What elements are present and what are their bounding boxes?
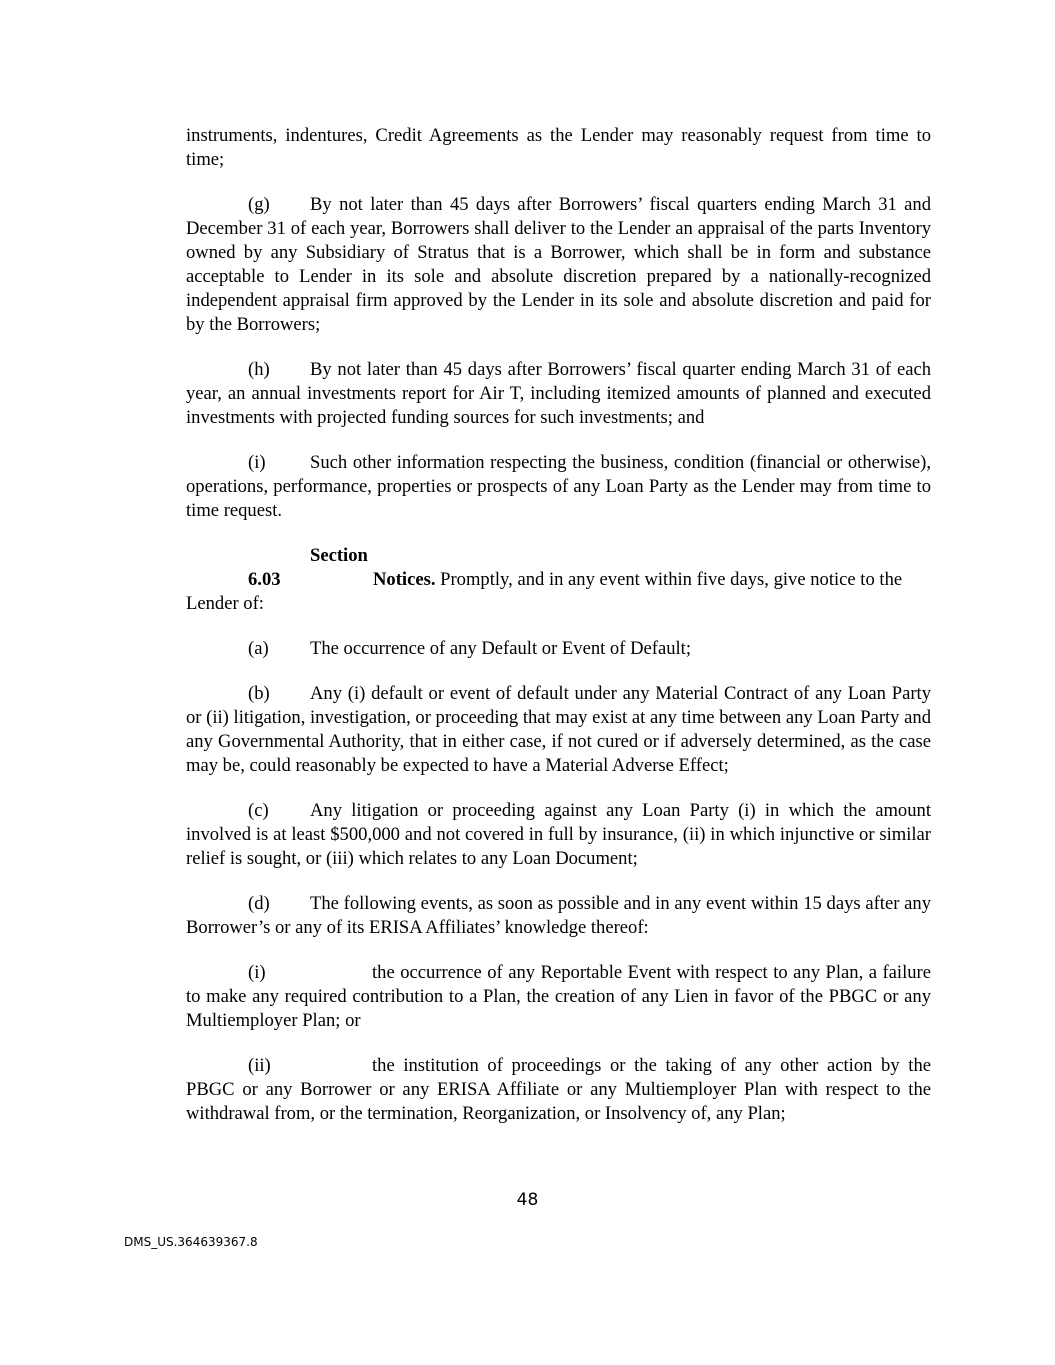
paragraph-marker: (ii)	[248, 1055, 271, 1076]
paragraph-marker: (i)	[248, 962, 266, 983]
notice-d-i	[186, 961, 931, 1033]
notice-d-ii	[186, 1054, 931, 1126]
paragraph-text: By not later than 45 days after Borrowers’ fiscal quarters ending March 31 and December 31 of each year, Borrowers shall deliver to the Lender an appraisal of the parts Inventory owned by any Subsidiary of Stratus that is a Borrower, which shall be in form and substance acceptable to Lender in its sole and absolute discretion prepared by a nationally-recognized independent appraisal firm approved by the Lender in its sole and absolute discretion and paid for by the Borrowers;	[186, 194, 931, 335]
document-body	[186, 124, 931, 1147]
paragraph-continuation	[186, 124, 931, 172]
section-text: Promptly, and in any event within five days, give notice to the Lender of:	[186, 569, 903, 614]
paragraph-text: Any (i) default or event of default under any Material Contract of any Loan Party or (ii) litigation, investigation, or proceeding that may exist at any time between any Loan Party and any Governmental Authority, that in either case, if not cured or if adversely determined, as the case may be, could reasonably be expected to have a Material Adverse Effect;	[186, 683, 931, 776]
page-number: 48	[516, 1190, 539, 1210]
paragraph-text: The occurrence of any Default or Event of Default;	[310, 638, 691, 659]
notice-d	[186, 892, 931, 940]
paragraph-marker: (c)	[248, 800, 269, 821]
paragraph-marker: (b)	[248, 683, 270, 704]
paragraph-text: the occurrence of any Reportable Event with respect to any Plan, a failure to make any required contribution to a Plan, the creation of any Lien in favor of the PBGC or any Multiemployer Plan; or	[186, 962, 931, 1031]
paragraph-i	[186, 451, 931, 523]
notice-c	[186, 799, 931, 871]
paragraph-marker: (g)	[248, 194, 270, 215]
paragraph-text: Such other information respecting the business, condition (financial or otherwise), operations, performance, properties or prospects of any Loan Party as the Lender may from time to time request.	[186, 452, 931, 521]
paragraph-marker: (a)	[248, 638, 269, 659]
paragraph-text: instruments, indentures, Credit Agreements as the Lender may reasonably request from time to time;	[186, 125, 931, 170]
notice-b	[186, 682, 931, 778]
document-id: DMS_US.364639367.8	[124, 1235, 258, 1249]
section-title: Notices.	[373, 569, 436, 590]
paragraph-text: the institution of proceedings or the taking of any other action by the PBGC or any Borrower or any ERISA Affiliate or any Multiemployer Plan with respect to the withdrawal from, or the termination, Reorganization, or Insolvency of, any Plan;	[186, 1055, 931, 1124]
section-number: Section 6.03	[248, 545, 368, 590]
paragraph-marker: (h)	[248, 359, 270, 380]
paragraph-marker: (d)	[248, 893, 270, 914]
paragraph-marker: (i)	[248, 452, 266, 473]
section-6-03	[186, 544, 931, 616]
paragraph-text: Any litigation or proceeding against any Loan Party (i) in which the amount involved is at least $500,000 and not covered in full by insurance, (ii) in which injunctive or similar relief is sought, or (iii) which relates to any Loan Document;	[186, 800, 931, 869]
paragraph-text: The following events, as soon as possible and in any event within 15 days after any Borrower’s or any of its ERISA Affiliates’ knowledge thereof:	[186, 893, 931, 938]
paragraph-g	[186, 193, 931, 337]
paragraph-h	[186, 358, 931, 430]
paragraph-text: By not later than 45 days after Borrowers’ fiscal quarter ending March 31 of each year, an annual investments report for Air T, including itemized amounts of planned and executed investments with projected funding sources for such investments; and	[186, 359, 931, 428]
notice-a	[186, 637, 931, 661]
